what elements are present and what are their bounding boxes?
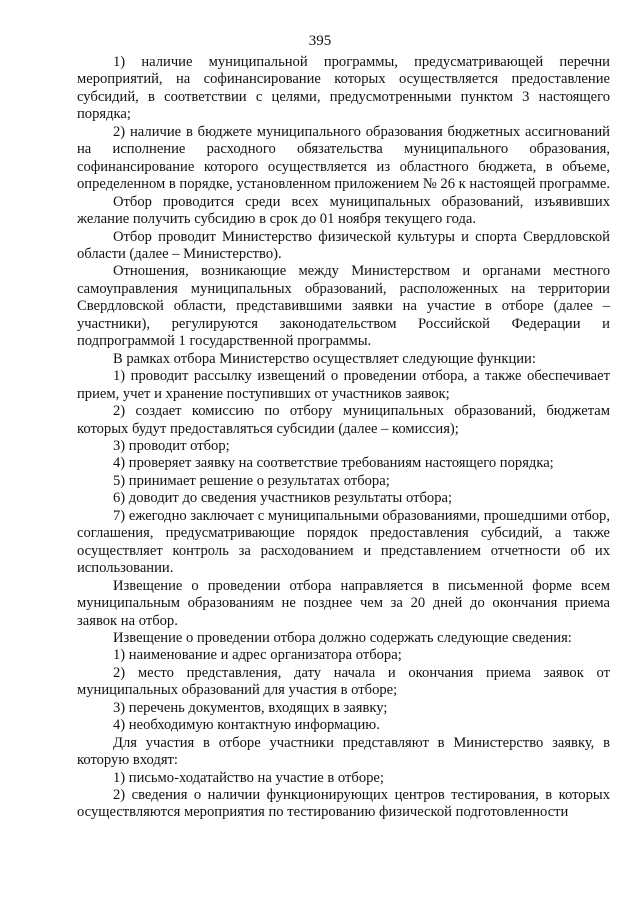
paragraph: 4) проверяет заявку на соответствие требованиям настоящего порядка;: [113, 455, 554, 472]
paragraph: 1) наличие муниципальной программы, предусматривающей перечни мероприятий, на софинансирование которых осуществляется предоставление субсидий, в соответствии с целями, предусмотренными пунктом 3 настоящего порядка;: [77, 54, 610, 123]
paragraph: 2) сведения о наличии функционирующих центров тестирования, в которых осуществляются мероприятия по тестированию физической подготовленности: [77, 787, 610, 821]
paragraph: 6) доводит до сведения участников результаты отбора;: [113, 490, 453, 507]
paragraph: Извещение о проведении отбора должно содержать следующие сведения:: [113, 629, 572, 646]
paragraph: 2) создает комиссию по отбору муниципальных образований, бюджетам которых будут предоставляться субсидии (далее – комиссия);: [77, 403, 610, 437]
paragraph: 7) ежегодно заключает с муниципальными образованиями, прошедшими отбор, соглашения, предусматривающие порядок предоставления субсидий, а также осуществляет контроль за расходованием и представлением отчетности об их использовании.: [77, 507, 610, 577]
paragraph: 5) принимает решение о результатах отбора;: [113, 472, 390, 489]
paragraph: Отношения, возникающие между Министерством и органами местного самоуправления муниципальных образований, расположенных на территории Свердловской области, представившими заявки на участие в отборе (далее – участники), регулируются законодательством Российской Федерации и подпрограммой 1 государственной программы.: [77, 263, 610, 350]
paragraph: 3) проводит отбор;: [113, 437, 230, 454]
paragraph: 1) проводит рассылку извещений о проведении отбора, а также обеспечивает прием, учет и хранение поступивших от участников заявок;: [77, 368, 610, 402]
paragraph: 1) письмо-ходатайство на участие в отборе;: [113, 769, 384, 786]
paragraph: 3) перечень документов, входящих в заявку;: [113, 699, 388, 716]
paragraph: 2) наличие в бюджете муниципального образования бюджетных ассигнований на исполнение расходного обязательства муниципального образования, софинансирование которого осуществляется из областного бюджета, в объеме, определенном в порядке, установленном приложением № 26 к настоящей программе.: [77, 123, 610, 193]
paragraph: 4) необходимую контактную информацию.: [113, 717, 380, 734]
document-body: [77, 54, 610, 822]
page-number: 395: [308, 33, 332, 49]
paragraph: Извещение о проведении отбора направляется в письменной форме всем муниципальным образованиям не позднее чем за 20 дней до окончания приема заявок на отбор.: [77, 577, 610, 629]
paragraph: В рамках отбора Министерство осуществляет следующие функции:: [113, 350, 536, 367]
paragraph: 1) наименование и адрес организатора отбора;: [113, 647, 402, 664]
paragraph: Отбор проводит Министерство физической культуры и спорта Свердловской области (далее – Министерство).: [77, 228, 610, 262]
paragraph: Отбор проводится среди всех муниципальных образований, изъявивших желание получить субсидию в срок до 01 ноября текущего года.: [77, 193, 610, 228]
paragraph: Для участия в отборе участники представляют в Министерство заявку, в которую входят:: [77, 734, 610, 769]
paragraph: 2) место представления, дату начала и окончания приема заявок от муниципальных образований для участия в отборе;: [77, 664, 610, 699]
